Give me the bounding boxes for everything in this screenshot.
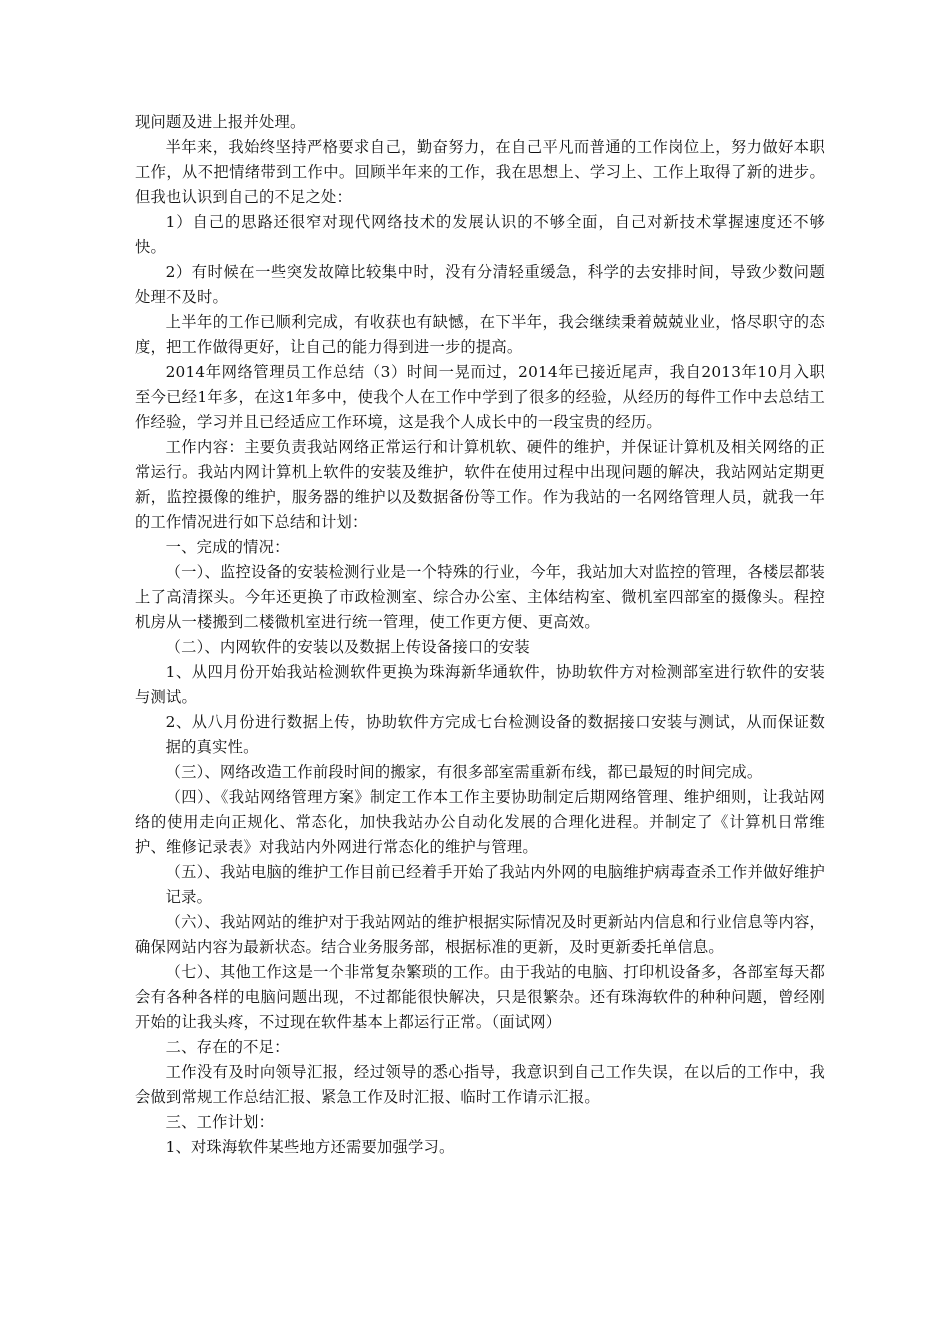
document-page xyxy=(135,110,825,1160)
paragraph-item-6: （六）、我站网站的维护对于我站网站的维护根据实际情况及时更新站内信息和行业信息等内容，确保网站内容为最新状态。结合业务服务部，根据标准的更新，及时更新委托单信息。 xyxy=(135,913,825,956)
paragraph-item-7: （七）、其他工作这是一个非常复杂繁琐的工作。由于我站的电脑、打印机设备多，各部室每天都会有各种各样的电脑问题出现，不过都能很快解决，只是很繁杂。还有珠海软件的种种问题，曾经刚开始的让我头疼，不过现在软件基本上都运行正常。（面试网） xyxy=(135,963,825,1031)
paragraph-7: 工作内容：主要负责我站网络正常运行和计算机软、硬件的维护，并保证计算机及相关网络的正常运行。我站内网计算机上软件的安装及维护，软件在使用过程中出现问题的解决，我站网站定期更新，监控摄像的维护，服务器的维护以及数据备份等工作。作为我站的一名网络管理人员，就我一年的工作情况进行如下总结和计划： xyxy=(135,438,825,531)
paragraph-3: 1）自己的思路还很窄对现代网络技术的发展认识的不够全面，自己对新技术掌握速度还不够快。 xyxy=(135,213,825,256)
paragraph-item-2-2: 2、从八月份进行数据上传，协助软件方完成七台检测设备的数据接口安装与测试，从而保证数据的真实性。 xyxy=(165,713,825,756)
paragraph-item-3: （三）、网络改造工作前段时间的搬家，有很多部室需重新布线，都已最短的时间完成。 xyxy=(165,763,763,781)
paragraph-2: 半年来，我始终坚持严格要求自己，勤奋努力，在自己平凡而普通的工作岗位上，努力做好本职工作，从不把情绪带到工作中。回顾半年来的工作，我在思想上、学习上、工作上取得了新的进步。但我也认识到自己的不足之处： xyxy=(135,138,825,206)
section-heading-shortcomings: 二、存在的不足： xyxy=(165,1038,290,1056)
paragraph-item-5: （五）、我站电脑的维护工作目前已经着手开始了我站内外网的电脑维护病毒查杀工作并做好维护记录。 xyxy=(165,863,825,906)
section-heading-plan: 三、工作计划： xyxy=(165,1113,275,1131)
paragraph-item-2-heading: （二）、内网软件的安装以及数据上传设备接口的安装 xyxy=(165,638,530,656)
paragraph-5: 上半年的工作已顺利完成，有收获也有缺憾，在下半年，我会继续秉着兢兢业业，恪尽职守的态度，把工作做得更好，让自己的能力得到进一步的提高。 xyxy=(135,313,825,356)
paragraph-1: 现问题及进上报并处理。 xyxy=(135,113,306,131)
section-heading-completed: 一、完成的情况： xyxy=(165,538,290,556)
paragraph-shortcomings: 工作没有及时向领导汇报，经过领导的悉心指导，我意识到自己工作失误，在以后的工作中，我会做到常规工作总结汇报、紧急工作及时汇报、临时工作请示汇报。 xyxy=(135,1063,825,1106)
paragraph-item-2-1: 1、从四月份开始我站检测软件更换为珠海新华通软件，协助软件方对检测部室进行软件的安装与测试。 xyxy=(135,663,825,706)
paragraph-item-1: （一）、监控设备的安装检测行业是一个特殊的行业，今年，我站加大对监控的管理，各楼层都装上了高清探头。今年还更换了市政检测室、综合办公室、主体结构室、微机室四部室的摄像头。程控机房从一楼搬到二楼微机室进行统一管理，使工作更方便、更高效。 xyxy=(135,563,825,631)
paragraph-plan-1: 1、对珠海软件某些地方还需要加强学习。 xyxy=(165,1138,455,1156)
paragraph-item-4: （四）、《我站网络管理方案》制定工作本工作主要协助制定后期网络管理、维护细则，让我站网络的使用走向正规化、常态化，加快我站办公自动化发展的合理化进程。并制定了《计算机日常维护、维修记录表》对我站内外网进行常态化的维护与管理。 xyxy=(135,788,825,856)
paragraph-4: 2）有时候在一些突发故障比较集中时，没有分清轻重缓急，科学的去安排时间，导致少数问题处理不及时。 xyxy=(135,263,825,306)
paragraph-6: 2014年网络管理员工作总结（3）时间一晃而过，2014年已接近尾声，我自2013年10月入职至今已经1年多，在这1年多中，使我个人在工作中学到了很多的经验，从经历的每件工作中去总结工作经验，学习并且已经适应工作环境，这是我个人成长中的一段宝贵的经历。 xyxy=(135,363,825,431)
